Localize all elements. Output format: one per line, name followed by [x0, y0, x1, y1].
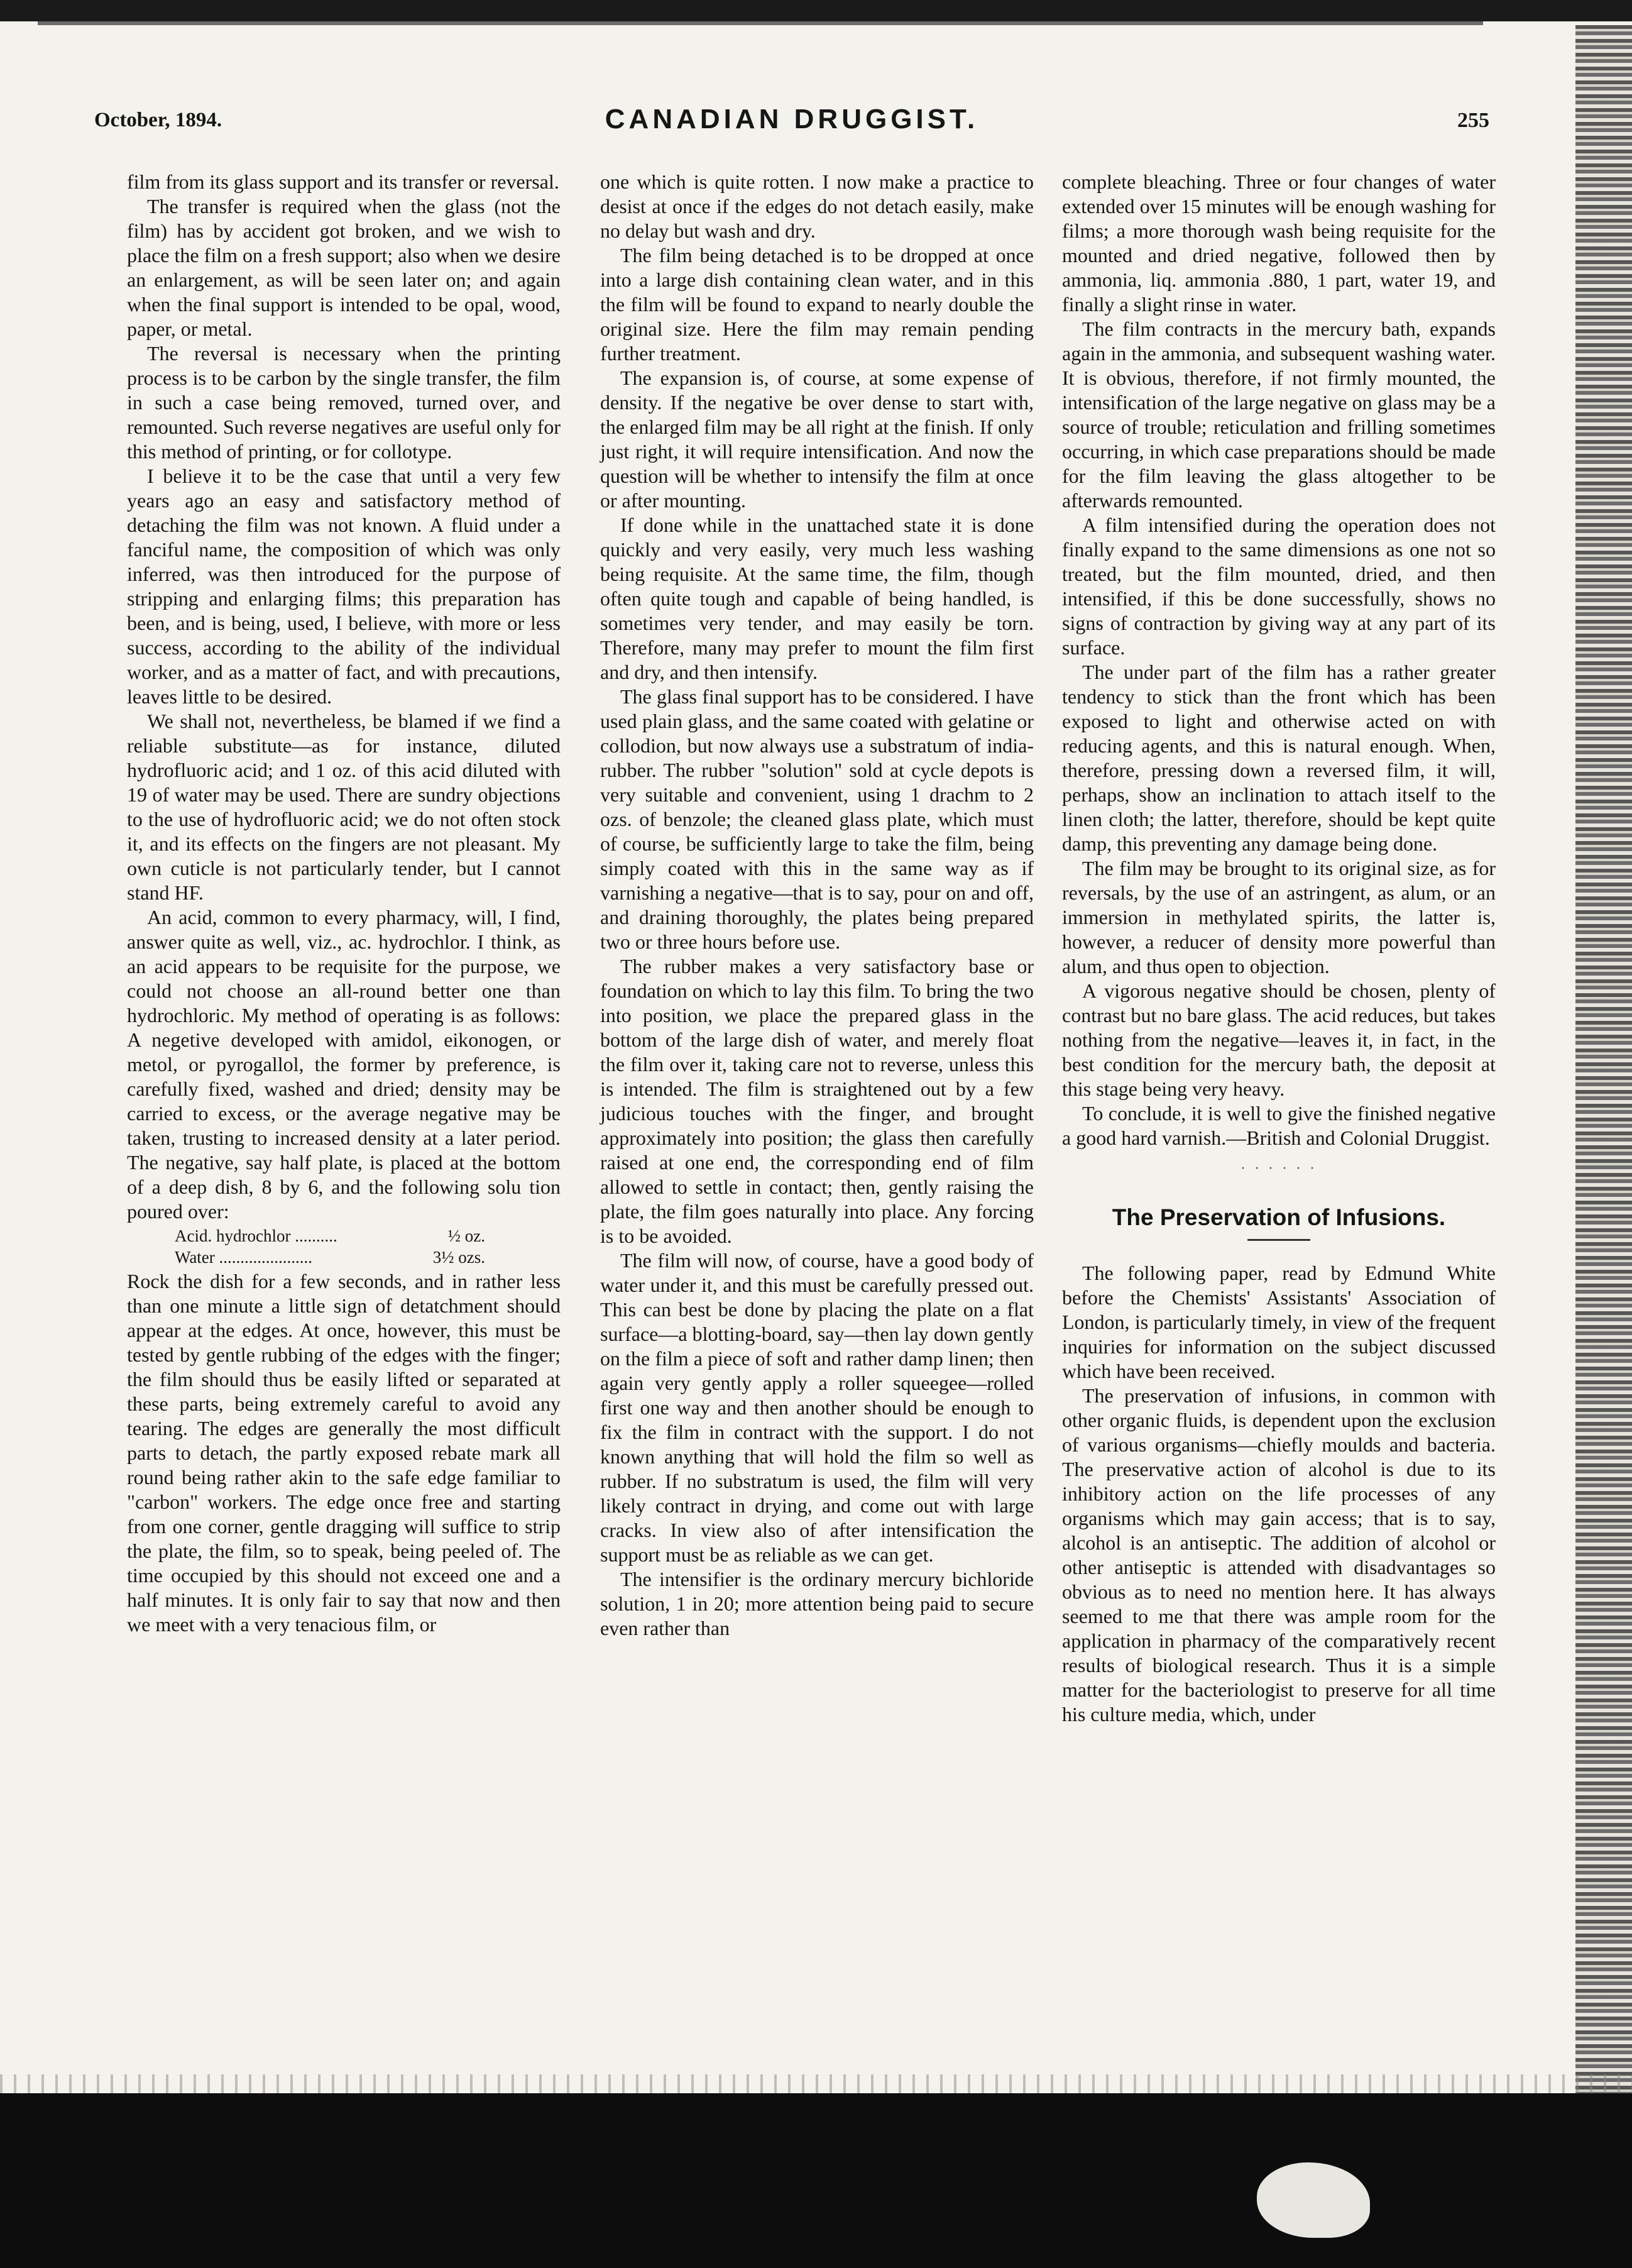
paragraph: The film will now, of course, have a good body of water under it, and this must be carefully pressed out. This can best be done by placing the plate on a flat surface—a blotting-board, say—then lay down gently on the film a piece of soft and rather damp linen; then again very gently apply a roller squeegee—rolled first one way and then another should be enough to fix the film in contract with the support. I do not known anything that will hold the film so well as rubber. If no substratum is used, the film will very likely contract in drying, and come out with large cracks. In view also of after intensification the support must be as reliable as we can get.	[600, 1249, 1034, 1566]
paragraph: I believe it to be the case that until a very few years ago an easy and satisfactory method of detaching the film was not known. A fluid under a fanciful name, the composition of which was only inferred, was then introduced for the purpose of stripping and enlarging films; this preparation has been, and is being, used, I believe, with more or less success, according to the ability of the individual worker, and as a matter of fact, and with precautions, leaves little to be desired.	[127, 465, 561, 708]
binding-edge	[1575, 25, 1632, 2118]
paragraph: The glass final support has to be considered. I have used plain glass, and the same coated with gelatine or collodion, but now always use a substratum of india-rubber. The rubber "solution" sold at cycle depots is very suitable and convenient, using 1 drachm to 2 ozs. of benzole; the cleaned glass plate, which must of course, be sufficiently large to take the film, being simply coated with this in the same way as if varnishing a negative—that is to say, pour on and off, and draining thoroughly, the plates being prepared two or three hours before use.	[600, 685, 1034, 953]
paragraph: The rubber makes a very satisfactory base or foundation on which to lay this film. To bring the two into position, we place the prepared glass in the bottom of the large dish of water, and merely float the film over it, taking care not to reverse, unless this is intended. The film is straightened out by a few judicious touches with the finger, and brought approximately into position; the glass then carefully raised at one end, the corresponding end of film allowed to settle in contact; then, gently raising the plate, the film goes naturally into place. Any forcing is to be avoided.	[600, 955, 1034, 1247]
paragraph: The film being detached is to be dropped at once into a large dish containing clean water, and in this the film will be found to expand to nearly double the original size. Here the film may remain pending further treatment.	[600, 244, 1034, 365]
issue-date: October, 1894.	[94, 109, 222, 131]
paragraph: The following paper, read by Edmund White before the Chemists' Assistants' Association of London, is particularly timely, in view of the frequent inquiries for information on the subject discussed which have been received.	[1062, 1262, 1496, 1382]
paragraph: Rock the dish for a few seconds, and in rather less than one minute a little sign of detatchment should appear at the edges. At once, however, this must be tested by gentle rubbing of the edges with the finger; the film should thus be easily lifted or separated at these parts, being extremely careful to avoid any tearing. The edges are generally the most difficult parts to detach, the partly exposed rebate mark all round being rather akin to the safe edge familiar to "carbon" workers. The edge once free and starting from one corner, gentle dragging will suffice to strip the plate, the film, so to speak, being peeled of. The time occupied by this should not exceed one and a half minutes. It is only fair to say that now and then we meet with a very tenacious film, or	[127, 1270, 561, 1636]
paragraph: The film may be brought to its original size, as for reversals, by the use of an astringent, as alum, or an immersion in methylated spirits, the latter is, however, a reducer of density more powerful than alum, and thus open to objection.	[1062, 857, 1496, 977]
bottom-scan-edge	[0, 2074, 1632, 2093]
paragraph: complete bleaching. Three or four changes of water extended over 15 minutes will be enough washing for films; a more thorough wash being requisite for the mounted and dried negative, followed then by ammonia, liq. ammonia .880, 1 part, water 19, and finally a slight rinse in water.	[1062, 170, 1496, 316]
column-3	[1062, 170, 1496, 1727]
heading-rule	[1247, 1239, 1310, 1241]
paragraph: The transfer is required when the glass (not the film) has by accident got broken, and we wish to place the film on a fresh support; also when we desire an enlargement, as will be seen later on; and again when the final support is intended to be opal, wood, paper, or metal.	[127, 195, 561, 340]
paragraph: The reversal is necessary when the printing process is to be carbon by the single transfer, the film in such a case being removed, turned over, and remounted. Such reverse negatives are useful only for this method of printing, or for collotype.	[127, 342, 561, 463]
section-separator: · · · · · ·	[1240, 1160, 1317, 1177]
paragraph: The intensifier is the ordinary mercury bichloride solution, 1 in 20; more attention being paid to secure even rather than	[600, 1568, 1034, 1639]
recipe-row	[127, 1225, 561, 1247]
column-2	[600, 170, 1034, 1641]
paragraph: We shall not, nevertheless, be blamed if we find a reliable substitute—as for instance, diluted hydrofluoric acid; and 1 oz. of this acid diluted with 19 of water may be used. There are sundry objections to the use of hydrofluoric acid; we do not often stock it, and its effects on the fingers are not pleasant. My own cuticle is not particularly tender, but I cannot stand HF.	[127, 710, 561, 904]
paragraph: The under part of the film has a rather greater tendency to stick than the front which has been exposed to light and otherwise acted on with reducing agents, and this is natural enough. When, therefore, pressing down a reversed film, it will, perhaps, show an inclination to attach itself to the linen cloth; the latter, therefore, should be kept quite damp, this preventing any damage being done.	[1062, 661, 1496, 855]
recipe-formula	[127, 1225, 561, 1268]
bottom-scan-border	[0, 2093, 1632, 2268]
paragraph: An acid, common to every pharmacy, will, I find, answer quite as well, viz., ac. hydrochlor. I think, as an acid appears to be requisite for the purpose, we could not choose an all-round better one than hydrochloric. My method of operating is as follows: A negetive developed with amidol, eikonogen, or metol, or pyrogallol, the former by preference, is carefully fixed, washed and dried; density may be carried to excess, or the average negative may be taken, trusting to increased density at a later period. The negative, say half plate, is placed at the bottom of a deep dish, 8 by 6, and the following solu tion poured over:	[127, 906, 561, 1223]
paragraph: one which is quite rotten. I now make a practice to desist at once if the edges do not detach easily, make no delay but wash and dry.	[600, 170, 1034, 242]
recipe-row	[127, 1247, 561, 1268]
journal-title: CANADIAN DRUGGIST.	[605, 104, 979, 135]
paragraph: If done while in the unattached state it is done quickly and very easily, very much less washing being requisite. At the same time, the film, though often quite tough and capable of being handled, is sometimes very tender, and may easily be torn. Therefore, many may prefer to mount the film first and dry, and then intensify.	[600, 514, 1034, 683]
paragraph: To conclude, it is well to give the finished negative a good hard varnish.—British and Colonial Druggist.	[1062, 1102, 1496, 1149]
section-heading: The Preservation of Infusions.	[1112, 1204, 1446, 1230]
running-head	[94, 104, 1489, 141]
top-scan-shadow	[38, 21, 1483, 25]
recipe-item: Acid. hydrochlor ..........	[175, 1226, 337, 1245]
paragraph: A vigorous negative should be chosen, plenty of contrast but no bare glass. The acid reduces, but takes nothing from the negative—leaves it, in fact, in the best condition for the mercury bath, the deposit at this stage being very heavy.	[1062, 979, 1496, 1100]
recipe-item: Water ......................	[175, 1248, 313, 1267]
recipe-qty: ½ oz.	[447, 1226, 485, 1245]
paragraph: The expansion is, of course, at some expense of density. If the negative be over dense to start with, the enlarged film may be all right at the finish. If only just right, it will require intensification. And now the question will be whether to intensify the film at once or after mounting.	[600, 366, 1034, 512]
recipe-qty: 3½ ozs.	[432, 1248, 485, 1267]
page-number: 255	[1457, 109, 1489, 132]
paragraph: film from its glass support and its transfer or reversal.	[127, 170, 559, 193]
column-1	[127, 170, 561, 1637]
paragraph: The preservation of infusions, in common with other organic fluids, is dependent upon the exclusion of various organisms—chiefly moulds and bacteria. The preservative action of alcohol is due to its inhibitory action on the life processes of any organisms which may gain access; that is to say, alcohol is an antiseptic. The addition of alcohol or other antiseptic is attended with disadvantages so obvious as to need no mention here. It has always seemed to me that there was ample room for the application in pharmacy of the comparatively recent results of biological research. Thus it is a simple matter for the bacteriologist to preserve for all time his culture media, which, under	[1062, 1384, 1496, 1726]
paragraph: A film intensified during the operation does not finally expand to the same dimensions as one not so treated, but the film mounted, dried, and then intensified, if this be done successfully, shows no signs of contraction by giving way at any part of its surface.	[1062, 514, 1496, 659]
paragraph: The film contracts in the mercury bath, expands again in the ammonia, and subsequent washing water. It is obvious, therefore, if not firmly mounted, the intensification of the large negative on glass may be a source of trouble; reticulation and frilling sometimes occurring, in which case preparations should be made for the film leaving the glass altogether to be afterwards remounted.	[1062, 317, 1496, 512]
top-scan-border	[0, 0, 1632, 21]
